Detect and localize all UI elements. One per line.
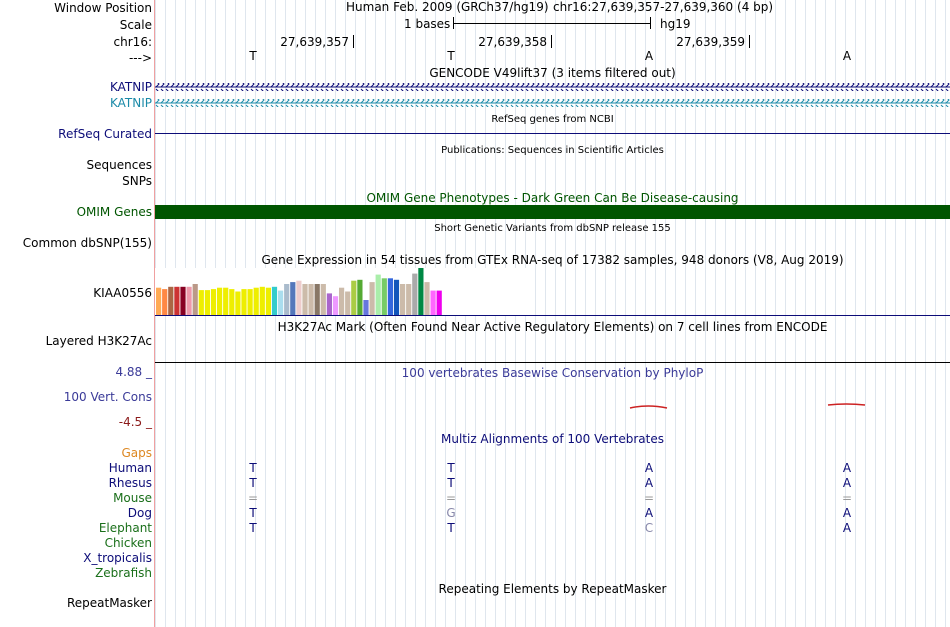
gtex-tissue-bar[interactable] <box>400 284 405 315</box>
publications-track-title: Publications: Sequences in Scientific Articles <box>441 145 664 156</box>
dbsnp-track-title: Short Genetic Variants from dbSNP release 155 <box>434 223 671 234</box>
alignment-base: = <box>841 491 853 505</box>
species-label-chicken[interactable]: Chicken <box>104 536 152 550</box>
gtex-tissue-bar[interactable] <box>217 288 222 315</box>
gtex-tissue-bar[interactable] <box>382 278 387 315</box>
species-label-x_tropicalis[interactable]: X_tropicalis <box>83 551 152 565</box>
phylop-track-title: 100 vertebrates Basewise Conservation by PhyloP <box>401 366 704 380</box>
dna-base: T <box>249 49 257 63</box>
gtex-tissue-bar[interactable] <box>357 280 362 315</box>
gtex-track-title: Gene Expression in 54 tissues from GTEx RNA-seq of 17382 samples, 948 donors (V8, Aug 2019) <box>261 253 844 267</box>
alignment-base: G <box>446 506 456 520</box>
gtex-tissue-bar[interactable] <box>327 293 332 315</box>
gtex-tissue-bar[interactable] <box>412 274 417 315</box>
coordinate-tick-label: 27,639,359 <box>676 35 745 49</box>
gtex-tissue-bar[interactable] <box>321 284 326 315</box>
gencode-gene-lines[interactable] <box>155 80 950 110</box>
species-label-rhesus[interactable]: Rhesus <box>108 476 152 490</box>
alignment-base: = <box>643 491 655 505</box>
h3k27ac-baseline <box>155 362 950 363</box>
gtex-tissue-bar[interactable] <box>156 288 161 315</box>
alignment-base: A <box>644 461 654 475</box>
species-label-dog[interactable]: Dog <box>127 506 152 520</box>
gtex-tissue-bar[interactable] <box>248 289 253 315</box>
species-label-mouse[interactable]: Mouse <box>113 491 152 505</box>
gtex-tissue-bar[interactable] <box>284 284 289 315</box>
gtex-tissue-bar[interactable] <box>302 284 307 315</box>
gtex-tissue-bar[interactable] <box>241 289 246 315</box>
gtex-tissue-bar[interactable] <box>296 281 301 315</box>
gtex-tissue-bar[interactable] <box>205 290 210 315</box>
gtex-tissue-bar[interactable] <box>424 282 429 315</box>
track-label-dbsnp[interactable]: Common dbSNP(155) <box>22 236 152 250</box>
track-label-katnip-2[interactable]: KATNIP <box>109 96 152 110</box>
h3k27ac-track-title: H3K27Ac Mark (Often Found Near Active Regulatory Elements) on 7 cell lines from ENCODE <box>277 320 828 334</box>
assembly-title: Human Feb. 2009 (GRCh37/hg19) <box>346 0 549 14</box>
omim-gene-bar[interactable] <box>155 205 950 219</box>
species-label-elephant[interactable]: Elephant <box>98 521 152 535</box>
gtex-tissue-bar[interactable] <box>223 288 228 315</box>
gencode-track-title: GENCODE V49lift37 (3 items filtered out) <box>429 66 676 80</box>
phylop-min-label: -4.5 _ <box>118 415 152 429</box>
gtex-tissue-bar[interactable] <box>187 287 192 315</box>
tracks-image-panel[interactable] <box>155 0 950 627</box>
coordinate-tick-mark <box>353 35 354 48</box>
gtex-tissue-bar[interactable] <box>254 288 259 315</box>
gtex-tissue-bar[interactable] <box>333 296 338 315</box>
gtex-tissue-bar[interactable] <box>193 284 198 315</box>
gtex-bar-chart[interactable] <box>155 266 950 318</box>
scale-bar <box>453 17 651 29</box>
phylop-signal[interactable] <box>155 400 950 414</box>
multiz-track-title: Multiz Alignments of 100 Vertebrates <box>440 432 665 446</box>
gtex-tissue-bar[interactable] <box>260 287 265 315</box>
gtex-tissue-bar[interactable] <box>406 284 411 315</box>
gtex-tissue-bar[interactable] <box>272 287 277 315</box>
alignment-base: A <box>842 461 852 475</box>
gtex-tissue-bar[interactable] <box>174 287 179 315</box>
db-text: hg19 <box>660 17 691 31</box>
track-label-snps[interactable]: SNPs <box>122 174 152 188</box>
alignment-base: A <box>644 476 654 490</box>
scale-text: 1 bases <box>404 17 451 31</box>
coordinate-tick-mark <box>749 35 750 48</box>
chrom-label: chr16: <box>113 35 152 49</box>
gtex-tissue-bar[interactable] <box>363 300 368 315</box>
gtex-tissue-bar[interactable] <box>168 287 173 315</box>
gtex-tissue-bar[interactable] <box>211 289 216 315</box>
alignment-base: A <box>842 521 852 535</box>
species-label-human[interactable]: Human <box>108 461 152 475</box>
gtex-tissue-bar[interactable] <box>437 291 442 315</box>
gtex-tissue-bar[interactable] <box>376 275 381 315</box>
gtex-tissue-bar[interactable] <box>315 284 320 315</box>
scale-label: Scale <box>119 18 152 32</box>
alignment-base: T <box>447 461 455 475</box>
alignment-base: T <box>447 521 455 535</box>
track-label-phylop[interactable]: 100 Vert. Cons <box>63 390 152 404</box>
track-label-sequences[interactable]: Sequences <box>86 158 152 172</box>
track-label-gtex-gene[interactable]: KIAA0556 <box>93 286 152 300</box>
track-label-katnip-1[interactable]: KATNIP <box>109 80 152 94</box>
dna-base: A <box>842 49 852 63</box>
gtex-tissue-bar[interactable] <box>180 287 185 315</box>
alignment-base: T <box>249 461 257 475</box>
phylop-max-label: 4.88 _ <box>115 365 152 379</box>
gtex-tissue-bar[interactable] <box>266 288 271 315</box>
dna-base: A <box>644 49 654 63</box>
coordinate-tick-label: 27,639,358 <box>478 35 547 49</box>
track-label-omim[interactable]: OMIM Genes <box>76 205 152 219</box>
gtex-tissue-bar[interactable] <box>162 289 167 315</box>
gtex-tissue-bar[interactable] <box>345 292 350 316</box>
gtex-tissue-bar[interactable] <box>418 268 423 315</box>
alignment-base: T <box>447 476 455 490</box>
track-label-refseq[interactable]: RefSeq Curated <box>58 127 152 141</box>
coordinate-tick-label: 27,639,357 <box>280 35 349 49</box>
track-labels-panel <box>0 0 152 627</box>
gtex-tissue-bar[interactable] <box>199 290 204 315</box>
dna-base: T <box>447 49 455 63</box>
track-label-h3k27ac[interactable]: Layered H3K27Ac <box>45 334 152 348</box>
species-label-zebrafish[interactable]: Zebrafish <box>95 566 152 580</box>
gtex-tissue-bar[interactable] <box>235 292 240 316</box>
gtex-baseline <box>155 315 950 316</box>
gtex-tissue-bar[interactable] <box>309 284 314 315</box>
strand-arrow-label: ---> <box>128 51 152 65</box>
alignment-base: T <box>249 521 257 535</box>
gtex-tissue-bar[interactable] <box>229 289 234 315</box>
coordinate-tick-mark <box>551 35 552 48</box>
alignment-base: A <box>842 506 852 520</box>
gtex-tissue-bar[interactable] <box>431 291 436 315</box>
omim-track-title: OMIM Gene Phenotypes - Dark Green Can Be Disease-causing <box>366 191 739 205</box>
track-label-repeatmasker[interactable]: RepeatMasker <box>66 596 152 610</box>
gtex-tissue-bar[interactable] <box>370 282 375 315</box>
alignment-base: T <box>249 476 257 490</box>
window-position-text: chr16:27,639,357-27,639,360 (4 bp) <box>553 0 774 14</box>
track-label-gaps[interactable]: Gaps <box>121 446 152 460</box>
refseq-gene-line[interactable] <box>155 133 950 134</box>
gtex-tissue-bar[interactable] <box>339 288 344 315</box>
alignment-base: = <box>247 491 259 505</box>
gtex-tissue-bar[interactable] <box>388 278 393 315</box>
alignment-base: C <box>644 521 654 535</box>
alignment-base: T <box>249 506 257 520</box>
window-position-label: Window Position <box>54 1 152 15</box>
alignment-base: = <box>445 491 457 505</box>
gtex-tissue-bar[interactable] <box>290 282 295 315</box>
gtex-tissue-bar[interactable] <box>351 281 356 315</box>
alignment-base: A <box>842 476 852 490</box>
gtex-tissue-bar[interactable] <box>278 291 283 315</box>
alignment-base: A <box>644 506 654 520</box>
gtex-tissue-bar[interactable] <box>394 280 399 315</box>
refseq-track-title: RefSeq genes from NCBI <box>491 114 614 125</box>
repeatmasker-track-title: Repeating Elements by RepeatMasker <box>438 582 667 596</box>
